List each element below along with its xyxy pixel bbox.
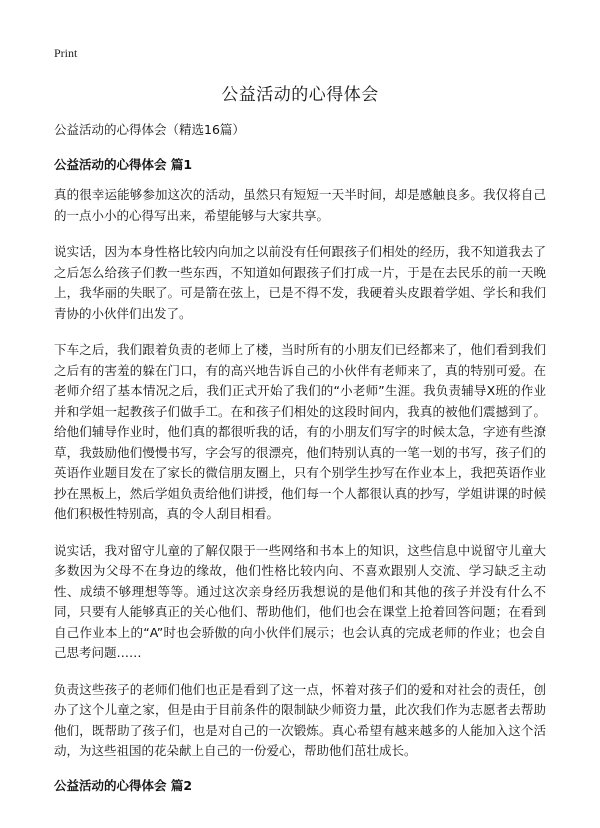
- print-link[interactable]: Print: [54, 46, 78, 60]
- document-body: [54, 120, 546, 806]
- section-heading-2: 公益活动的心得体会 篇2: [54, 777, 193, 793]
- section-1-paragraph-5: 负责这些孩子的老师们他们也正是看到了这一点，怀着对孩子们的爱和对社会的责任，创办了这个儿童之家，但是由于目前条件的限制缺少师资力量，此次我们作为志愿者去帮助他们，既帮助了孩子们，也是对自己的一次锻炼。真心希望有越来越多的人能加入这个活动，为这些祖国的花朵献上自己的一份爱心，帮助他们茁壮成长。: [54, 681, 546, 758]
- section-heading-1: 公益活动的心得体会 篇1: [54, 157, 193, 172]
- page-title: 公益活动的心得体会: [221, 85, 379, 105]
- section-1-paragraph-2: 说实话，因为本身性格比较内向加之以前没有任何跟孩子们相处的经历，我不知道我去了之后怎么给孩子们教一些东西，不知道如何跟孩子们打成一片，于是在去民乐的前一天晚上，我华丽的失眠了。可是箭在弦上，已是不得不发，我硬着头皮跟着学姐、学长和我们青协的小伙伴们出发了。: [54, 244, 546, 321]
- section-1-paragraph-3: 下车之后，我们跟着负责的老师上了楼，当时所有的小朋友们已经都来了，他们看到我们之后有的害羞的躲在门口，有的高兴地告诉自己的小伙伴有老师来了，真的特别可爱。在老师介绍了基本情况之后，我们正式开始了我们的“小老师”生涯。我负责辅导X班的作业并和学姐一起教孩子们做手工。在和孩子们相处的这段时间内，我真的被他们震撼到了。给他们辅导作业时，他们真的都很听我的话，有的小朋友们写字的时候太急，字迹有些潦草，我鼓励他们慢慢书写，字会写的很漂亮，他们特别认真的一笔一划的书写，孩子们的英语作业题目发在了家长的微信朋友圈上，只有个别学生抄写在作业本上，我把英语作业抄在黑板上，然后学姐负责给他们讲授，他们每一个人都很认真的抄写，学姐讲课的时候他们积极性特别高，真的令人刮目相看。: [54, 342, 546, 521]
- section-1-paragraph-1: 真的很幸运能够参加这次的活动，虽然只有短短一天半时间，却是感触良多。我仅将自己的一点小小的心得写出来，希望能够与大家共享。: [54, 187, 546, 223]
- section-1-paragraph-4: 说实话，我对留守儿童的了解仅限于一些网络和书本上的知识，这些信息中说留守儿童大多数因为父母不在身边的缘故，他们性格比较内向、不喜欢跟别人交流、学习缺乏主动性、成绩不够理想等等。通过这次亲身经历我想说的是他们和其他的孩子并没有什么不同，只要有人能够真正的关心他们、帮助他们，他们也会在课堂上抢着回答问题；在看到自己作业本上的“A”时也会骄傲的向小伙伴们展示；也会认真的完成老师的作业；也会自己思考问题……: [54, 542, 546, 660]
- document-subtitle: 公益活动的心得体会（精选16篇）: [54, 122, 245, 137]
